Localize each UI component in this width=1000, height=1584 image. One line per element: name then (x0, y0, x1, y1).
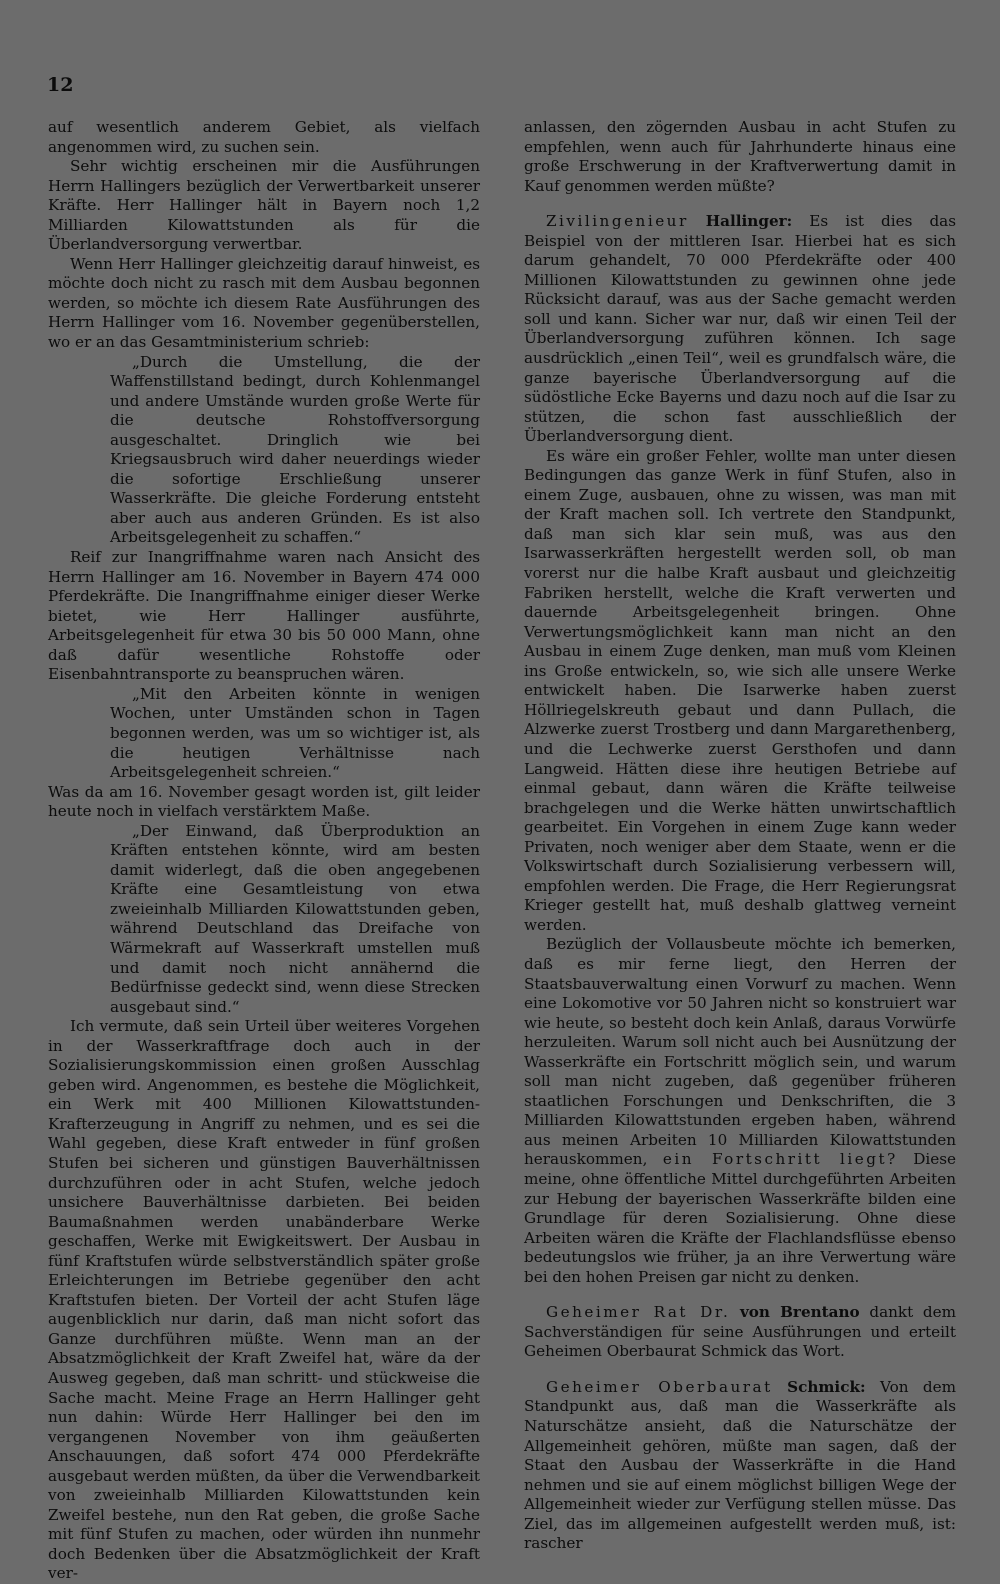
block-quote (110, 685, 480, 783)
paragraph: Reif zur Inangriffnahme waren nach Ansicht des Herrn Hallinger am 16. November in Bayern 474 000 Pferdekräfte. Die Inangriffnahme einiger dieser Werke bietet, wie Herr Hallinger ausführte, Arbeitsgelegenheit für etwa 30 bis 50 000 Mann, ohne daß dafür wesentliche Rohstoffe oder Eisenbahntransporte zu beanspruchen wären. (48, 548, 480, 684)
paragraph-text: Von dem Standpunkt aus, daß man die Wasserkräfte als Naturschätze ansieht, daß die Naturschätze der Allgemeinheit gehören, müßte man sagen, daß der Staat den Ausbau der Wasserkräfte in die Hand nehmen und sie auf einem möglichst billigen Wege der Allgemeinheit wieder zur Verfügung stellen müsse. Das Ziel, das im allgemeinen aufgestellt werden muß, ist: rascher (524, 1377, 957, 1553)
block-quote (110, 353, 480, 548)
paragraph-text: Es ist dies das Beispiel von der mittleren Isar. Hierbei hat es sich darum gehandelt, 70 000 Pferdekräfte oder 400 Millionen Kilowattstunden zu gewinnen ohne jede Rücksicht darauf, was aus der Sache gemacht werden soll und kann. Sicher war nur, daß wir einen Teil der Überlandversorgung zuführen können. Ich sage ausdrücklich „einen Teil“, weil es grundfalsch wäre, die ganze bayerische Überlandversorgung auf die südöstliche Ecke Bayerns und dazu noch auf die Isar zu stützen, die schon fast ausschließlich der Überlandversorgung dient. (524, 212, 957, 446)
block-quote (110, 822, 480, 1017)
speaker-paragraph (524, 1378, 956, 1554)
quote-text: „Durch die Umstellung, die der Waffenstillstand bedingt, durch Kohlenmangel und andere Umstände wurden große Werte für die deutsche Rohstoffversorgung ausgeschaltet. Dringlich wie bei Kriegsausbruch wird daher neuerdings wieder die sofortige Erschließung unserer Wasserkräfte. Die gleiche Forderung entsteht aber auch aus anderen Gründen. Es ist also Arbeitsgelegenheit zu schaffen.“ (110, 352, 480, 547)
paragraph: Wenn Herr Hallinger gleichzeitig darauf hinweist, es möchte doch nicht zu rasch mit dem Ausbau begonnen werden, so möchte ich diesem Rate Ausführungen des Herrn Hallinger vom 16. November gegenüberstellen, wo er an das Gesamtministerium schrieb: (48, 254, 480, 352)
paragraph (524, 935, 956, 1287)
speaker-role: Geheimer Rat Dr. (546, 1303, 731, 1322)
speaker-name: Schmick: (787, 1377, 866, 1396)
spacer (524, 1362, 956, 1378)
left-column (48, 118, 480, 1584)
quote-text: „Der Einwand, daß Überproduktion an Kräften entstehen könnte, wird am besten damit widerlegt, daß die oben angegebenen Kräfte eine Gesamtleistung von etwa zweieinhalb Milliarden Kilowattstunden geben, während Deutschland das Dreifache von Wärmekraft auf Wasserkraft umstellen muß und damit noch nicht annähernd die Bedürfnisse gedeckt sind, wenn diese Strecken ausgebaut sind.“ (110, 821, 480, 1016)
spacer (524, 1287, 956, 1303)
paragraph-text: Diese meine, ohne öffentliche Mittel durchgeführten Arbeiten zur Hebung der bayerischen Wasserkräfte bilden eine Grundlage für deren Sozialisierung. Ohne diese Arbeiten wären die Kräfte der Flachlandsflüsse ebenso bedeutungslos wie früher, ja an ihre Verwertung wäre bei den hohen Preisen gar nicht zu denken. (524, 1150, 957, 1286)
paragraph-text: Bezüglich der Vollausbeute möchte ich bemerken, daß es mir ferne liegt, den Herren der Staatsbauverwaltung einen Vorwurf zu machen. Wenn eine Lokomotive vor 50 Jahren nicht so konstruiert war wie heute, so besteht doch kein Anlaß, daraus Vorwürfe herzuleiten. Warum soll nicht auch bei Ausnützung der Wasserkräfte ein Fortschritt möglich sein, und warum soll man nicht zugeben, daß gegenüber früheren staatlichen Forschungen und Denkschriften, die 3 Milliarden Kilowattstunden ergeben haben, während aus meinen Arbeiten 10 Milliarden Kilowattstunden herauskommen, (524, 935, 956, 1169)
quote-text: „Mit den Arbeiten könnte in wenigen Wochen, unter Umständen schon in Tagen begonnen werden, was um so wichtiger ist, als die heutigen Verhältnisse nach Arbeitsgelegenheit schreien.“ (110, 684, 480, 782)
paragraph: auf wesentlich anderem Gebiet, als vielfach angenommen wird, zu suchen sein. (48, 118, 480, 156)
paragraph-text: dankt dem Sachverständigen für seine Ausführungen und erteilt Geheimen Oberbaurat Schmick das Wort. (524, 1303, 957, 1361)
speaker-paragraph (524, 212, 956, 447)
page-number: 12 (47, 74, 74, 96)
paragraph: Ich vermute, daß sein Urteil über weiteres Vorgehen in der Wasserkraftfrage doch auch in der Sozialisierungskommission einen großen Ausschlag geben wird. Angenommen, es bestehe die Möglichkeit, ein Werk mit 400 Millionen Kilowattstunden-Krafterzeugung in Angriff zu nehmen, und es sei die Wahl gegeben, diese Kraft entweder in fünf großen Stufen bei sicheren und günstigen Bauverhältnissen durchzuführen oder in acht Stufen, welche jedoch unsichere Bauverhältnisse darbieten. Bei beiden Baumaßnahmen werden unabänderbare Werke geschaffen, Werke mit Ewigkeitswert. Der Ausbau in fünf Kraftstufen würde selbstverständlich später große Erleichterungen im Betriebe gegenüber den acht Kraftstufen bieten. Der Vorteil der acht Stufen läge augenblicklich nur darin, daß man nicht sofort das Ganze durchführen müßte. Wenn man an der Absatzmöglichkeit der Kraft Zweifel hat, wäre da der Ausweg gegeben, daß man schritt- und stückweise die Sache macht. Meine Frage an Herrn Hallinger geht nun dahin: Würde Herr Hallinger bei den im vergangenen November von ihm geäußerten Anschauungen, daß sofort 474 000 Pferdekräfte ausgebaut werden müßten, da über die Verwendbarkeit von zweieinhalb Milliarden Kilowattstunden kein Zweifel bestehe, nun den Rat geben, die große Sache mit fünf Stufen zu machen, oder würden ihn nunmehr doch Bedenken über die Absatzmöglichkeit der Kraft ver- (48, 1017, 480, 1583)
paragraph: Sehr wichtig erscheinen mir die Ausführungen Herrn Hallingers bezüglich der Verwertbarkeit unserer Kräfte. Herr Hallinger hält in Bayern noch 1,2 Milliarden Kilowattstunden als für die Überlandversorgung verwertbar. (48, 157, 480, 254)
speaker-role: Geheimer Oberbaurat (546, 1377, 773, 1396)
paragraph: Es wäre ein großer Fehler, wollte man unter diesen Bedingungen das ganze Werk in fünf Stufen, also in einem Zuge, ausbauen, ohne zu wissen, was man mit der Kraft machen soll. Ich vertrete den Standpunkt, daß man sich klar sein muß, was aus den Isarwasserkräften hergestellt werden soll, ob man vorerst nur die halbe Kraft ausbaut und gleichzeitig Fabriken herstellt, welche die Kraft verwerten und dauernde Arbeitsgelegenheit bringen. Ohne Verwertungsmöglichkeit kann man nicht an den Ausbau in einem Zuge denken, man muß vom Kleinen ins Große entwickeln, so, wie sich alle unsere Werke entwickelt haben. Die Isarwerke haben zuerst Höllriegelskreuth gebaut und dann Pullach, die Alzwerke zuerst Trostberg und dann Margarethenberg, und die Lechwerke zuerst Gersthofen und dann Langweid. Hätten diese ihre heutigen Betriebe auf einmal gebaut, dann wären die Kräfte teilweise brachgelegen und die Werke hätten unwirtschaftlich gearbeitet. Ein Vorgehen in einem Zuge kann weder Privaten, noch weniger aber dem Staate, wenn er die Volkswirtschaft durch Sozialisierung verbessern will, empfohlen werden. Die Frage, die Herr Regierungsrat Krieger gestellt hat, muß deshalb glattweg verneint werden. (524, 446, 956, 934)
speaker-name: Hallinger: (705, 212, 793, 231)
right-column (524, 118, 956, 1554)
emphasized-text: ein Fortschritt liegt? (662, 1150, 898, 1169)
paragraph: Was da am 16. November gesagt worden ist, gilt leider heute noch in vielfach verstärktem Maße. (48, 782, 480, 821)
paragraph: anlassen, den zögernden Ausbau in acht Stufen zu empfehlen, wenn auch für Jahrhunderte hinaus eine große Erschwerung in der Kraftverwertung damit in Kauf genommen werden müßte? (524, 118, 956, 195)
speaker-name: von Brentano (739, 1303, 860, 1322)
spacer (524, 196, 956, 212)
speaker-role: Zivilingenieur (546, 212, 689, 231)
